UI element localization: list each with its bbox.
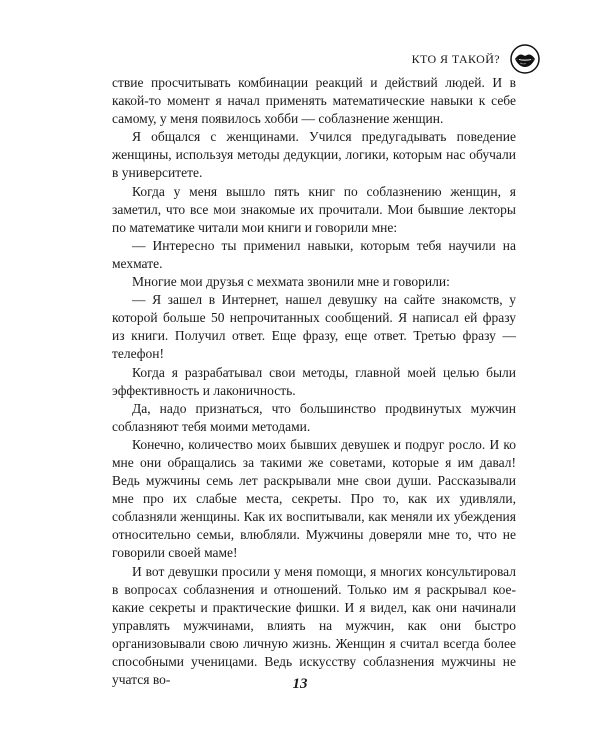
paragraph: Когда я разрабатывал свои методы, главной моей целью были эффективность и лаконичность.	[112, 364, 516, 398]
paragraph: И вот девушки просили у меня помощи, я многих консультировал в вопросах соблазнения и отношений. Только им я раскрывал кое-какие секреты и практические фишки. И я видел, как они начинали управлять мужчинами, влиять на мужчин, как они быстро организовывали свою личную жизнь. Женщин я считал всегда более способными ученицами. Ведь искусству соблазнения мужчины не учатся во-	[112, 563, 516, 688]
paragraph: Я общался с женщинами. Учился предугадывать поведение женщины, используя методы дедукции, логики, которым нас обучали в университете.	[112, 129, 516, 181]
page-number: 13	[292, 676, 308, 692]
paragraph: Конечно, количество моих бывших девушек и подруг росло. И ко мне они обращались за такими же советами, которые я им давал! Ведь мужчины семь лет раскрывали мне свои души. Рассказывали мне про их слабые места, секреты. Про то, как их удивляли, соблазняли женщины. Как их воспитывали, как меняли их убеждения относительно семьи, влюбляли. Мужчины доверяли мне то, что не говорили своей маме!	[112, 436, 516, 561]
chapter-title: КТО Я ТАКОЙ?	[411, 52, 500, 66]
lips-icon	[510, 44, 540, 74]
paragraph: Когда у меня вышло пять книг по соблазнению женщин, я заметил, что все мои знакомые их прочитали. Мои бывшие лекторы по математике читали мои книги и говорили мне:	[112, 183, 516, 235]
paragraph: — Я зашел в Интернет, нашел девушку на сайте знакомств, у которой больше 50 непрочитанных сообщений. Я написал ей фразу из книги. Получил ответ. Еще фразу, еще ответ. Третью фразу — телефон!	[112, 292, 516, 362]
paragraph: ствие просчитывать комбинации реакций и действий людей. И в какой-то момент я начал применять математические навыки к себе самому, у меня появилось хобби — соблазнение женщин.	[112, 75, 516, 127]
body-text	[112, 74, 516, 689]
paragraph: Многие мои друзья с мехмата звонили мне и говорили:	[132, 274, 450, 290]
paragraph: — Интересно ты применил навыки, которым тебя научили на мехмате.	[112, 237, 516, 271]
running-header	[412, 44, 540, 74]
paragraph: Да, надо признаться, что большинство продвинутых мужчин соблазняют тебя моими методами.	[112, 400, 516, 434]
